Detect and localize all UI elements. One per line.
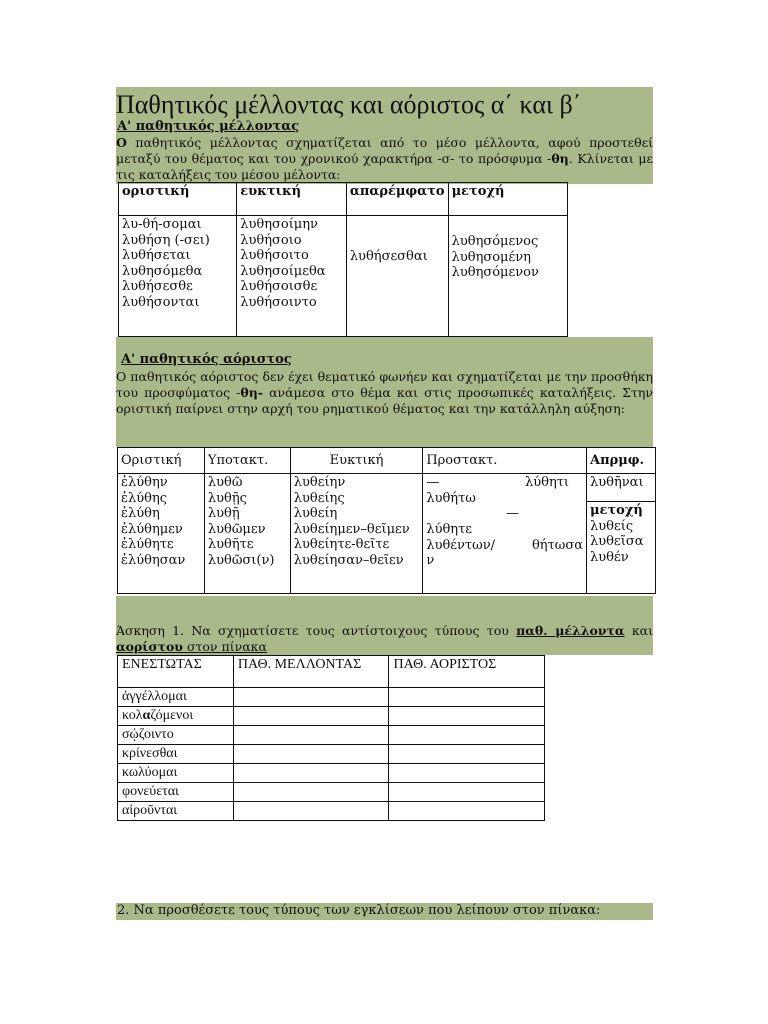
- list-item: ἐλύθητε: [121, 537, 174, 552]
- table-row: [118, 764, 545, 783]
- table-row: [118, 688, 545, 707]
- t2-header-prostaktiki: Προστακτ.: [423, 448, 587, 474]
- prostaktiki-form: θήτωσα: [531, 537, 584, 553]
- section2-bold: θη-: [240, 385, 264, 400]
- list-item: λυθείην: [293, 475, 346, 490]
- list-item: λυ-θή-σομαι: [122, 217, 202, 232]
- list-item: λυθησομένη: [451, 249, 531, 265]
- section1-heading: Α' παθητικός μέλλοντας: [117, 119, 300, 134]
- list-item: λυθήσεται: [122, 248, 191, 263]
- list-item: ἐλύθην: [121, 475, 168, 490]
- t1-metochi-cell: [448, 216, 567, 337]
- t3-present-value: φονεύεται: [118, 783, 234, 802]
- exercise1-bold-future: παθ. μέλλοντα: [516, 623, 625, 638]
- page-title: Παθητικός μέλλοντας και αόριστος α΄ και β΄: [116, 90, 582, 119]
- t1-aparemfato-value: λυθήσεσθαι: [349, 249, 428, 264]
- prostaktiki-form: λύθητι: [524, 475, 570, 490]
- list-item: λυθῶ: [207, 475, 243, 490]
- list-item: λυθῇς: [207, 490, 247, 506]
- t2-header-aparemfato: Απρμφ.: [587, 448, 656, 474]
- t3-header-present: ΕΝΕΣΤΩΤΑΣ: [118, 656, 234, 688]
- dash: —: [506, 506, 520, 521]
- list-item: ἐλύθημεν: [121, 521, 183, 537]
- t3-aorist-answer[interactable]: [389, 802, 545, 821]
- t3-aorist-answer[interactable]: [389, 688, 545, 707]
- section1-text: παθητικός μέλλοντας σχηματίζεται από το μέσο μέλλοντα, αφού προστεθεί μεταξύ του θέματος και του χρονικού χαρακτήρα -σ- το πρόσφυμα -: [116, 135, 653, 166]
- prostaktiki-form: λυθήτω: [426, 490, 476, 506]
- list-item: λυθήσεσθε: [122, 279, 193, 294]
- t3-header-future: ΠΑΘ. ΜΕΛΛΟΝΤΑΣ: [233, 656, 389, 688]
- prostaktiki-form: ν: [426, 553, 435, 568]
- list-item: λυθησόμενον: [451, 265, 539, 280]
- table-row: [118, 783, 545, 802]
- t3-aorist-answer[interactable]: [389, 726, 545, 745]
- t1-header-aparemfato: απαρέμφατο: [346, 183, 448, 216]
- t3-future-answer[interactable]: [233, 688, 389, 707]
- exercise1-text: Άσκηση 1. Να σχηματίσετε τους αντίστοιχους τύπους του: [116, 623, 517, 638]
- list-item: λυθείης: [293, 490, 345, 506]
- list-item: λυθῶσι(ν): [207, 552, 275, 568]
- t1-header-efktiki: ευκτική: [237, 183, 347, 216]
- list-item: λυθείη: [293, 506, 338, 521]
- t2-metochi-cell: [587, 502, 656, 594]
- t2-ypotaktiki-cell: [204, 474, 290, 594]
- t2-header-ypotaktiki: Υποτακτ.: [204, 448, 290, 474]
- t1-header-oristiki: οριστική: [119, 183, 237, 216]
- list-item: λυθησοίμεθα: [240, 263, 326, 279]
- exercise1-text: στον πίνακα: [182, 639, 267, 654]
- text-part: ζόμενοι: [150, 708, 194, 723]
- section1-bold: θη: [551, 151, 569, 166]
- t1-oristiki-cell: [119, 216, 237, 337]
- t3-header-aorist: ΠΑΘ. ΑΟΡΙΣΤΟΣ: [389, 656, 545, 688]
- prostaktiki-form: λύθητε: [426, 522, 473, 537]
- exercise1-bold-aorist: αορίστου: [116, 639, 183, 654]
- exercise1-text: και: [624, 623, 653, 638]
- t2-header-oristiki: Οριστική: [118, 448, 205, 474]
- list-item: λυθέν: [590, 549, 629, 565]
- prostaktiki-line-1: [426, 475, 583, 491]
- t3-aorist-answer[interactable]: [389, 745, 545, 764]
- table-row: [118, 802, 545, 821]
- table-row: [118, 726, 545, 745]
- list-item: λυθήσοισθε: [240, 279, 318, 294]
- text-part: κολ: [122, 708, 143, 723]
- t3-future-answer[interactable]: [233, 802, 389, 821]
- t3-future-answer[interactable]: [233, 707, 389, 726]
- list-item: λυθήσοιο: [240, 232, 302, 248]
- table-row: [118, 745, 545, 764]
- t3-future-answer[interactable]: [233, 783, 389, 802]
- list-item: λυθῶμεν: [207, 521, 266, 537]
- future-passive-table: [118, 182, 568, 337]
- list-item: λυθείητε-θεῖτε: [293, 537, 390, 552]
- t3-present-value: αἱροῦνται: [118, 802, 234, 821]
- t3-aorist-answer[interactable]: [389, 764, 545, 783]
- prostaktiki-line-5: [426, 538, 583, 554]
- t2-header-efktiki: Ευκτική: [290, 448, 423, 474]
- t1-header-metochi: μετοχή: [448, 183, 567, 216]
- section2-paragraph: [116, 369, 653, 417]
- list-item: λυθήσονται: [122, 294, 200, 310]
- t3-future-answer[interactable]: [233, 726, 389, 745]
- t3-present-value: σῴζοιντο: [118, 726, 234, 745]
- t2-prostaktiki-cell: [423, 474, 587, 594]
- aorist-passive-table: [117, 447, 656, 594]
- list-item: λυθείς: [590, 518, 634, 534]
- exercise1-table: [117, 655, 545, 821]
- list-item: ἐλύθησαν: [121, 552, 186, 568]
- dash: —: [426, 475, 440, 490]
- t3-present-value: κωλύομαι: [118, 764, 234, 783]
- list-item: λυθήσοιντο: [240, 294, 317, 310]
- table-row: [118, 707, 545, 726]
- t3-aorist-answer[interactable]: [389, 707, 545, 726]
- list-item: λυθεῖσα: [590, 534, 644, 549]
- exercise1-paragraph: [116, 623, 653, 655]
- list-item: λυθῆτε: [207, 537, 254, 552]
- list-item: λυθησόμεθα: [122, 263, 203, 279]
- t3-present-value: ἀγγέλλομαι: [118, 688, 234, 707]
- t2-aparemfato-cell: λυθῆναι: [587, 474, 656, 502]
- t3-present-value: κρίνεσθαι: [118, 745, 234, 764]
- list-item: λυθήση (-σει): [122, 232, 210, 248]
- list-item: λυθείημεν–θεῖμεν: [293, 521, 410, 537]
- list-item: λυθησόμενος: [451, 234, 539, 249]
- exercise2-text: 2. Να προσθέσετε τους τύπους των εγκλίσεων που λείπουν στον πίνακα:: [117, 903, 601, 918]
- list-item: ἐλύθη: [121, 506, 160, 521]
- section2-heading: Α' παθητικός αόριστος: [121, 352, 292, 367]
- list-item: ἐλύθης: [121, 490, 168, 506]
- section2-end: ανάμεσα στο θέμα και στις προσωπικές καταλήξεις. Στην οριστική παίρνει στην αρχή του ρηματικού θέματος και την κατάλληλη αύξηση:: [116, 385, 653, 416]
- prostaktiki-form: λυθέντων/: [426, 537, 496, 553]
- section1-paragraph: [116, 135, 653, 183]
- list-item: λυθῇ: [207, 506, 240, 521]
- text-part: α: [142, 708, 151, 723]
- t3-present-value: [118, 707, 234, 726]
- list-item: λυθησοίμην: [240, 217, 318, 232]
- t2-oristiki-cell: [118, 474, 205, 594]
- t1-efktiki-cell: [237, 216, 347, 337]
- section1-end: . Κλίνεται με τις καταλήξεις του μέσου μέλοντα:: [116, 151, 654, 182]
- list-item: λυθήσοιτο: [240, 248, 309, 263]
- t1-aparemfato-cell: [346, 216, 448, 337]
- list-item: λυθείησαν–θεῖεν: [293, 552, 404, 568]
- t2-efktiki-cell: [290, 474, 423, 594]
- section2-text: Ο παθητικός αόριστος δεν έχει θεματικό φωνήεν και σχηματίζεται με την προσθήκη του προσφύματος -: [116, 369, 653, 400]
- t3-future-answer[interactable]: [233, 745, 389, 764]
- t2-metochi-label: μετοχή: [590, 503, 643, 518]
- section1-lead: Ο: [116, 135, 127, 150]
- t3-aorist-answer[interactable]: [389, 783, 545, 802]
- t3-future-answer[interactable]: [233, 764, 389, 783]
